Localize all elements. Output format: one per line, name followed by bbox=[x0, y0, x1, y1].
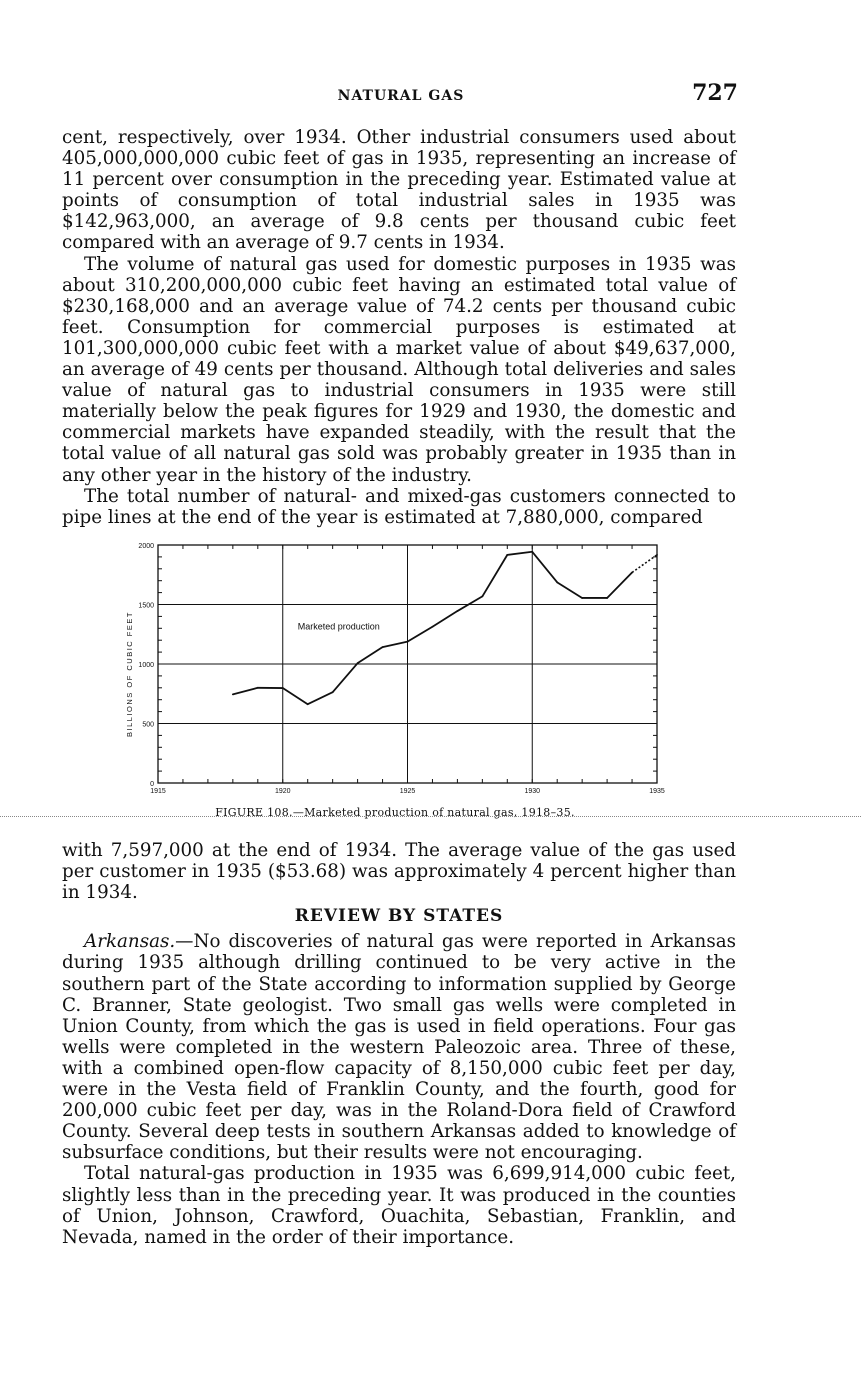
x-tick-label-1930: 1930 bbox=[524, 788, 541, 795]
caption-rule bbox=[0, 816, 861, 817]
paragraph-industrial: cent, respectively, over 1934. Other industrial consumers used about 405,000,000,000 cubic feet of gas in 1935, representing an increase of 11 percent over consumption in the preceding year. Estimated value at points of consumption of total industrial sales in 1935 was $142,963,000, an average of 9.8 cents per thousand cubic feet compared with an average of 9.7 cents in 1934. bbox=[62, 127, 736, 254]
text-block-bottom bbox=[62, 840, 736, 1248]
y-tick-label-2000: 2000 bbox=[138, 543, 154, 550]
section-heading: REVIEW BY STATES bbox=[294, 906, 504, 927]
state-name-arkansas: Arkansas. bbox=[84, 931, 176, 953]
x-tick-label-1935: 1935 bbox=[649, 788, 665, 795]
y-tick-label-500: 500 bbox=[142, 721, 154, 729]
data-point-1935 bbox=[656, 554, 658, 556]
chart-grid bbox=[158, 545, 657, 783]
x-tick-labels bbox=[150, 788, 665, 795]
data-point-1926 bbox=[432, 626, 434, 628]
data-point-1933 bbox=[606, 597, 608, 599]
data-point-1934 bbox=[631, 572, 633, 574]
y-tick-label-1500: 1500 bbox=[138, 602, 154, 610]
paragraph-customers: The total number of natural- and mixed-gas customers connected to pipe lines at the end of the year is estimated at 7,880,000, compared bbox=[62, 485, 736, 528]
y-axis-label: BILLIONS OF CUBIC FEET bbox=[125, 611, 134, 737]
paragraph-arkansas-body: —No discoveries of natural gas were reported in Arkansas during 1935 although drilling continued to be very active in the southern part of the State according to information supplied by George C. Branner, State geologist. Two small gas wells were completed in Union County, from which the gas is used in field operations. Four gas wells were completed in the western Paleozoic area. Three of these, with a combined open-flow capacity of 8,150,000 cubic feet per day, were in the Vesta field of Franklin County, and the fourth, good for 200,000 cubic feet per day, was in the Roland-Dora field of Crawford County. Several deep tests in southern Arkansas added to knowledge of subsurface conditions, but their results were not encouraging. bbox=[62, 931, 736, 1164]
running-head bbox=[62, 80, 740, 114]
paragraph-arkansas bbox=[62, 931, 736, 1163]
data-point-1923 bbox=[357, 662, 359, 664]
running-title: NATURAL GAS bbox=[337, 88, 465, 104]
y-tick-label-0: 0 bbox=[150, 781, 154, 788]
figure-108 bbox=[0, 538, 861, 828]
data-point-1930 bbox=[531, 551, 533, 553]
series-annotation: Marketed production bbox=[297, 621, 380, 632]
data-point-1927 bbox=[457, 610, 459, 612]
page-number: 727 bbox=[692, 80, 738, 106]
chart-series bbox=[232, 551, 658, 705]
production-chart bbox=[0, 538, 861, 803]
data-point-1922 bbox=[332, 691, 334, 693]
data-point-1931 bbox=[556, 581, 558, 583]
x-tick-label-1920: 1920 bbox=[274, 788, 291, 795]
paragraph-domestic: The volume of natural gas used for domestic purposes in 1935 was about 310,200,000,000 cubic feet having an estimated total value of $230,168,000 and an average value of 74.2 cents per thousand cubic feet. Consumption for commercial purposes is estimated at 101,300,000,000 cubic feet with a market value of about $49,637,000, an average of 49 cents per thousand. Although total deliveries and sales value of natural gas to industrial consumers in 1935 were still materially below the peak figures for 1929 and 1930, the domestic and commercial markets have expanded steadily, with the result that the total value of all natural gas sold was probably greater in 1935 than in any other year in the history of the industry. bbox=[62, 253, 736, 486]
y-tick-labels bbox=[138, 543, 154, 788]
paragraph-customer-value: with 7,597,000 at the end of 1934. The average value of the gas used per customer in 1935 ($53.68) was approximately 4 percent higher than in 1934. bbox=[62, 840, 736, 904]
series-line-estimate bbox=[632, 555, 657, 573]
data-point-1925 bbox=[407, 641, 409, 643]
data-point-1919 bbox=[257, 687, 259, 689]
x-tick-label-1915: 1915 bbox=[150, 788, 166, 795]
data-point-1920 bbox=[282, 687, 284, 689]
data-point-1928 bbox=[481, 596, 483, 598]
y-tick-label-1000: 1000 bbox=[138, 662, 154, 669]
text-block-top bbox=[62, 127, 736, 528]
data-point-1924 bbox=[382, 646, 384, 648]
data-point-1932 bbox=[581, 597, 583, 599]
data-point-1918 bbox=[232, 693, 234, 695]
x-tick-label-1925: 1925 bbox=[399, 788, 416, 795]
paragraph-arkansas-production: Total natural-gas production in 1935 was 6,699,914,000 cubic feet, slightly less than in the preceding year. It was produced in the counties of Union, Johnson, Crawford, Ouachita, Sebastian, Franklin, and Nevada, named in the order of their importance. bbox=[62, 1163, 736, 1248]
data-point-1929 bbox=[506, 554, 508, 556]
figure-caption: FIGURE 108.—Marketed production of natural gas, 1918–35. bbox=[215, 806, 575, 819]
series-line-marketed-production bbox=[233, 552, 632, 704]
data-point-1921 bbox=[307, 703, 309, 705]
